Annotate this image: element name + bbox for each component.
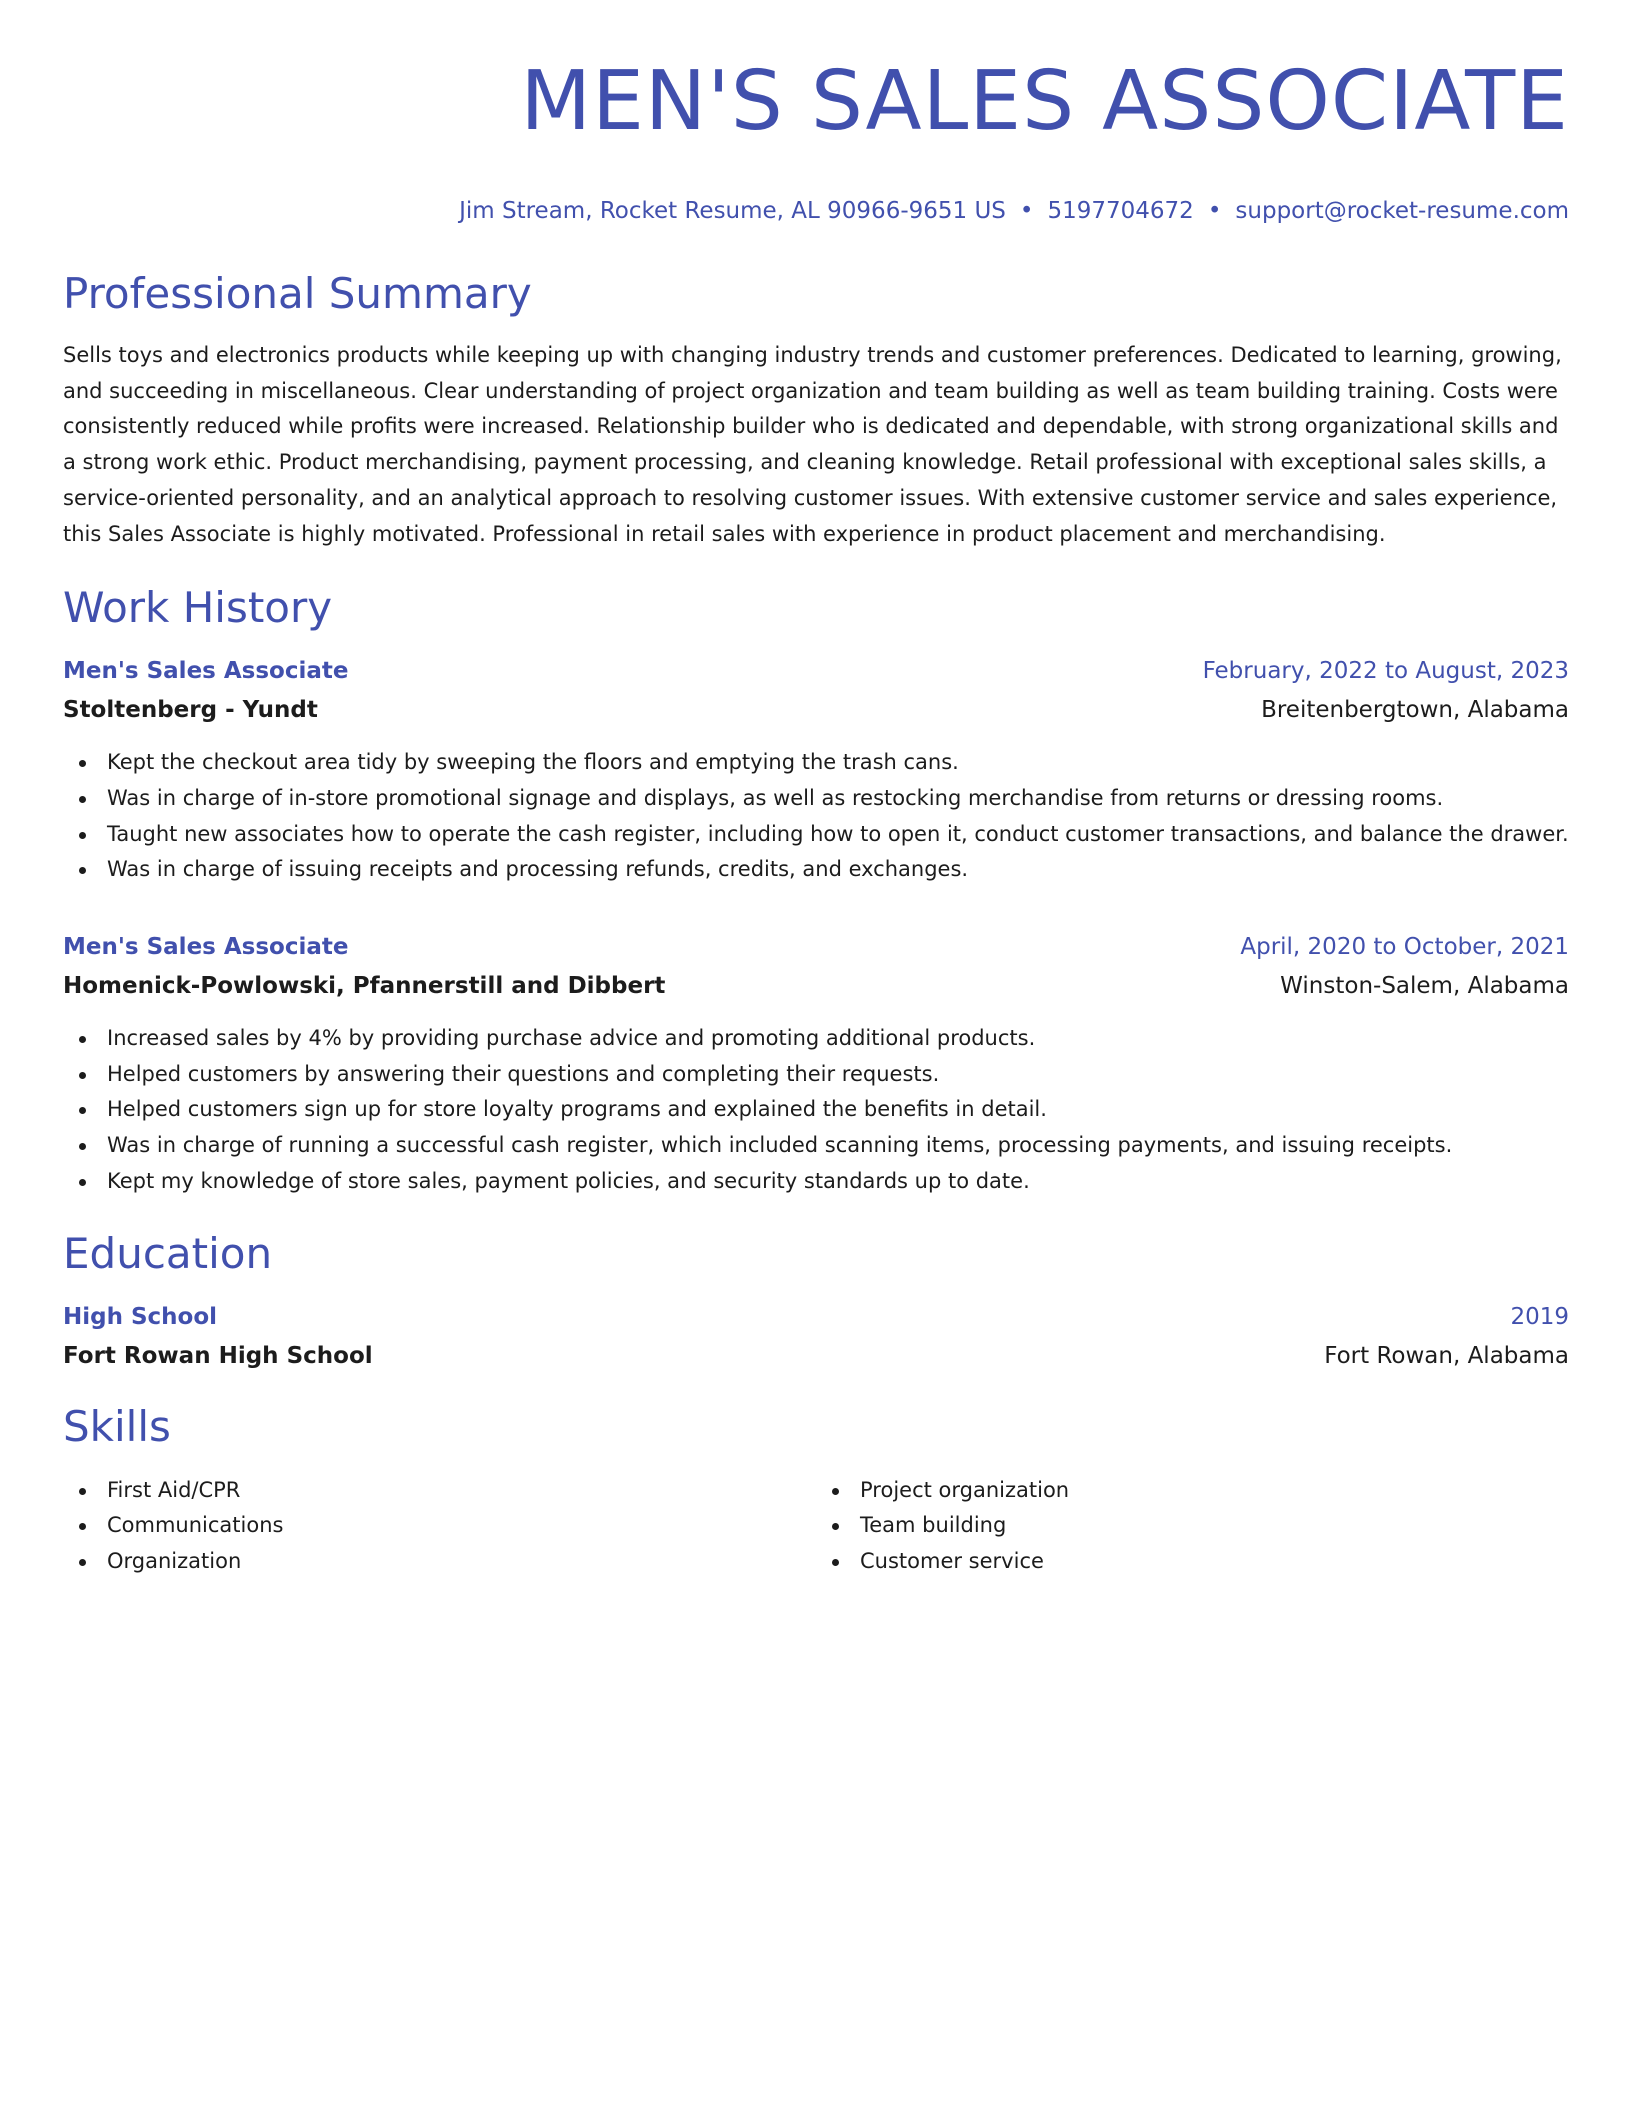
skill-item: Project organization: [816, 1473, 1569, 1509]
work-history-section: [63, 582, 1569, 1199]
education-year: 2019: [1510, 1303, 1569, 1330]
contact-address: Jim Stream, Rocket Resume, AL 90966-9651 US: [459, 198, 1006, 224]
resume-name: MEN'S SALES ASSOCIATE: [520, 54, 1569, 149]
skill-item: Organization: [63, 1544, 816, 1580]
job-dates: April, 2020 to October, 2021: [1240, 934, 1569, 961]
education-section: [63, 1228, 1569, 1371]
summary-section: [63, 268, 1569, 552]
job-company: Stoltenberg - Yundt: [63, 697, 318, 724]
job-entry: [63, 656, 1569, 888]
job-header-row: [63, 932, 1569, 962]
education-degree: High School: [63, 1303, 218, 1330]
list-item: Increased sales by 4% by providing purchase advice and promoting additional products.: [63, 1021, 1569, 1057]
contact-phone: 5197704672: [1047, 198, 1194, 224]
skill-item: Team building: [816, 1508, 1569, 1544]
job-duties-list: [63, 745, 1569, 888]
job-location: Breitenbergtown, Alabama: [1261, 697, 1569, 724]
list-item: Was in charge of running a successful cash register, which included scanning items, processing payments, and issuing receipts.: [63, 1128, 1569, 1164]
contact-email[interactable]: support@rocket-resume.com: [1235, 198, 1569, 224]
job-company: Homenick-Powlowski, Pfannerstill and Dibbert: [63, 973, 666, 1000]
list-item: Helped customers sign up for store loyalty programs and explained the benefits in detail.: [63, 1092, 1569, 1128]
contact-separator: •: [1207, 198, 1222, 224]
education-school-row: [63, 1332, 1569, 1371]
job-title: Men's Sales Associate: [63, 934, 349, 961]
job-company-row: [63, 962, 1569, 1001]
skill-item: First Aid/CPR: [63, 1473, 816, 1509]
education-entry: [63, 1302, 1569, 1371]
education-header-row: [63, 1302, 1569, 1332]
summary-heading: Professional Summary: [63, 269, 532, 318]
list-item: Kept my knowledge of store sales, payment policies, and security standards up to date.: [63, 1164, 1569, 1200]
list-item: Helped customers by answering their questions and completing their requests.: [63, 1057, 1569, 1093]
skills-grid: [63, 1473, 1569, 1580]
list-item: Was in charge of in-store promotional signage and displays, as well as restocking merchandise from returns or dressing rooms.: [63, 781, 1569, 817]
job-dates: February, 2022 to August, 2023: [1202, 658, 1569, 685]
job-title: Men's Sales Associate: [63, 658, 349, 685]
skill-item: Communications: [63, 1508, 816, 1544]
education-school: Fort Rowan High School: [63, 1342, 373, 1369]
job-duties-list: [63, 1021, 1569, 1200]
skills-list-left: [63, 1473, 816, 1580]
education-heading: Education: [63, 1228, 273, 1278]
job-company-row: [63, 686, 1569, 725]
resume-header: [63, 0, 1569, 226]
education-location: Fort Rowan, Alabama: [1324, 1342, 1569, 1369]
skill-item: Customer service: [816, 1544, 1569, 1580]
job-entry: [63, 932, 1569, 1200]
job-header-row: [63, 656, 1569, 686]
list-item: Kept the checkout area tidy by sweeping the floors and emptying the trash cans.: [63, 745, 1569, 781]
contact-separator: •: [1019, 198, 1034, 224]
work-history-heading: Work History: [63, 583, 333, 633]
skills-heading: Skills: [63, 1401, 171, 1451]
list-item: Was in charge of issuing receipts and processing refunds, credits, and exchanges.: [63, 852, 1569, 888]
list-item: Taught new associates how to operate the cash register, including how to open it, conduct customer transactions, and balance the drawer.: [63, 817, 1569, 853]
summary-text: Sells toys and electronics products while keeping up with changing industry trends and customer preferences. Dedicated to learning, growing, and succeeding in miscellaneous. Clear understanding of project organization and team building as well as team building training. Costs were consistently reduced while profits were increased. Relationship builder who is dedicated and dependable, with strong organizational skills and a strong work ethic. Product merchandising, payment processing, and cleaning knowledge. Retail professional with exceptional sales skills, a service-oriented personality, and an analytical approach to resolving customer issues. With extensive customer service and sales experience, this Sales Associate is highly motivated. Professional in retail sales with experience in product placement and merchandising.: [63, 343, 1562, 546]
skills-list-right: [816, 1473, 1569, 1580]
contact-line: [63, 196, 1569, 226]
skills-section: [63, 1401, 1569, 1580]
job-location: Winston-Salem, Alabama: [1280, 973, 1569, 1000]
